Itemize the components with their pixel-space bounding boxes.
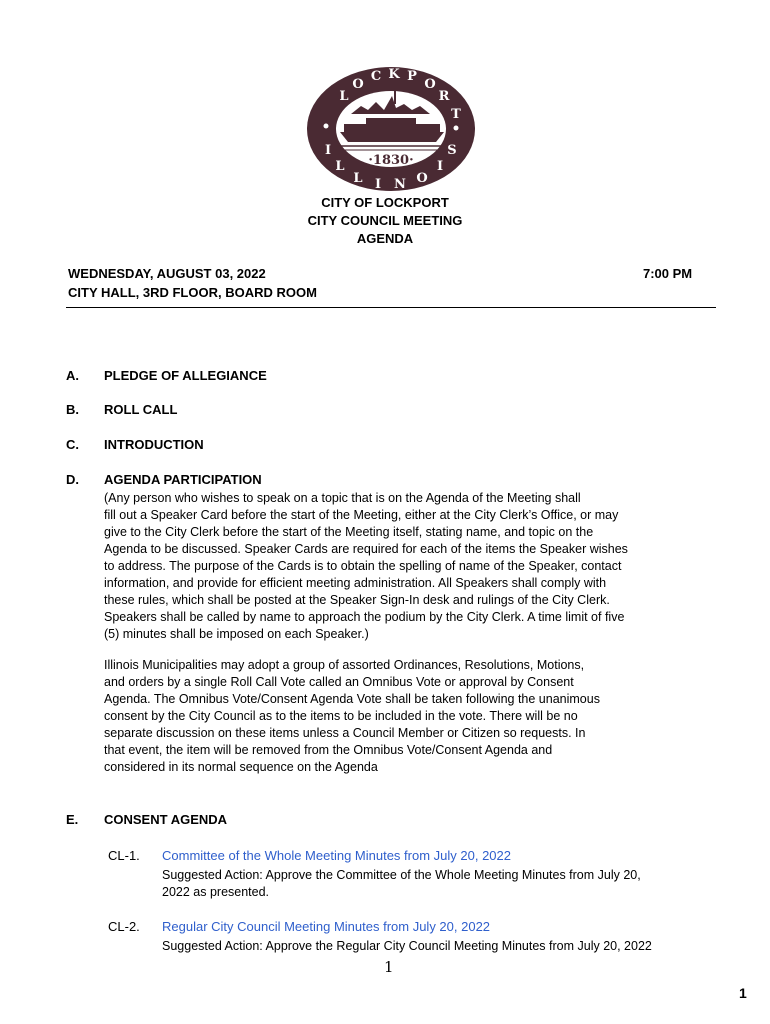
consent-item-link[interactable]: Committee of the Whole Meeting Minutes from July 20, 2022 [162, 848, 511, 863]
svg-text:R: R [438, 89, 450, 104]
item-letter-a: A. [66, 368, 79, 383]
item-letter-b: B. [66, 402, 79, 417]
svg-text:N: N [394, 177, 406, 192]
page-number-corner: 1 [739, 985, 747, 1001]
paragraph-line: (5) minutes shall be imposed on each Speaker.) [104, 627, 369, 641]
city-seal-logo [306, 66, 476, 192]
svg-text:O: O [424, 77, 436, 92]
meeting-date: WEDNESDAY, AUGUST 03, 2022 [68, 266, 266, 281]
svg-text:I: I [436, 159, 444, 174]
item-letter-c: C. [66, 437, 79, 452]
omnibus-paragraph [104, 657, 704, 776]
svg-text:O: O [352, 77, 364, 92]
paragraph-line: (Any person who wishes to speak on a topic that is on the Agenda of the Meeting shall [104, 491, 581, 505]
paragraph-line: information, and provide for efficient meeting administration. All Speakers shall comply with [104, 576, 607, 590]
paragraph-line: Agenda. The Omnibus Vote/Consent Agenda Vote shall be taken following the unanimous [104, 692, 600, 706]
paragraph-line: that event, the item will be removed from the Omnibus Vote/Consent Agenda and [104, 743, 553, 757]
consent-item-action [162, 938, 652, 955]
item-letter-e: E. [66, 812, 79, 827]
meeting-location: CITY HALL, 3RD FLOOR, BOARD ROOM [68, 285, 317, 300]
header-agenda: AGENDA [356, 231, 414, 246]
svg-text:T: T [451, 107, 461, 122]
svg-text:L: L [353, 171, 363, 186]
paragraph-line: consent by the City Council as to the items to be included in the vote. There will be no [104, 709, 578, 723]
consent-item-number: CL-1. [108, 848, 140, 863]
consent-item-action [162, 867, 641, 901]
consent-item-link[interactable]: Regular City Council Meeting Minutes from July 20, 2022 [162, 919, 491, 934]
meeting-time: 7:00 PM [643, 266, 693, 281]
item-title-roll-call: ROLL CALL [104, 402, 178, 417]
svg-text:·1830·: ·1830· [368, 153, 414, 168]
consent-item-number: CL-2. [108, 919, 140, 934]
svg-text:O: O [416, 171, 428, 186]
svg-text:L: L [339, 89, 349, 104]
paragraph-line: to address. The purpose of the Cards is to obtain the spelling of name of the Speaker, contact [104, 559, 622, 573]
svg-text:C: C [370, 69, 382, 84]
paragraph-line: separate discussion on these items unless a Council Member or Citizen so requests. In [104, 726, 586, 740]
header-city: CITY OF LOCKPORT [321, 195, 449, 210]
svg-text:I: I [324, 143, 332, 158]
paragraph-line: Speakers shall be called by name to approach the podium by the City Clerk. A time limit of five [104, 610, 625, 624]
action-line: 2022 as presented. [162, 885, 270, 899]
paragraph-line: considered in its normal sequence on the Agenda [104, 760, 378, 774]
header-divider [66, 307, 716, 308]
item-title-participation: AGENDA PARTICIPATION [104, 472, 262, 487]
item-letter-d: D. [66, 472, 79, 487]
paragraph-line: give to the City Clerk before the start of the Meeting itself, stating name, and topic on the [104, 525, 594, 539]
paragraph-line: Illinois Municipalities may adopt a group of assorted Ordinances, Resolutions, Motions, [104, 658, 585, 672]
item-title-introduction: INTRODUCTION [104, 437, 204, 452]
paragraph-line: and orders by a single Roll Call Vote called an Omnibus Vote or approval by Consent [104, 675, 574, 689]
svg-text:I: I [374, 177, 382, 192]
page-number: 1 [384, 958, 394, 976]
svg-text:P: P [407, 69, 417, 84]
action-line: Suggested Action: Approve the Regular City Council Meeting Minutes from July 20, 2022 [162, 939, 652, 953]
svg-text:S: S [447, 143, 457, 158]
svg-text:L: L [335, 159, 345, 174]
participation-paragraph [104, 490, 704, 643]
paragraph-line: fill out a Speaker Card before the start of the Meeting, either at the City Clerk’s Office, or may [104, 508, 619, 522]
action-line: Suggested Action: Approve the Committee of the Whole Meeting Minutes from July 20, [162, 868, 641, 882]
paragraph-line: these rules, which shall be posted at the Speaker Sign-In desk and rulings of the City Clerk. [104, 593, 610, 607]
svg-text:K: K [388, 67, 400, 82]
item-title-consent: CONSENT AGENDA [104, 812, 228, 827]
item-title-pledge: PLEDGE OF ALLEGIANCE [104, 368, 267, 383]
paragraph-line: Agenda to be discussed. Speaker Cards are required for each of the items the Speaker wishes [104, 542, 628, 556]
header-meeting: CITY COUNCIL MEETING [307, 213, 463, 228]
